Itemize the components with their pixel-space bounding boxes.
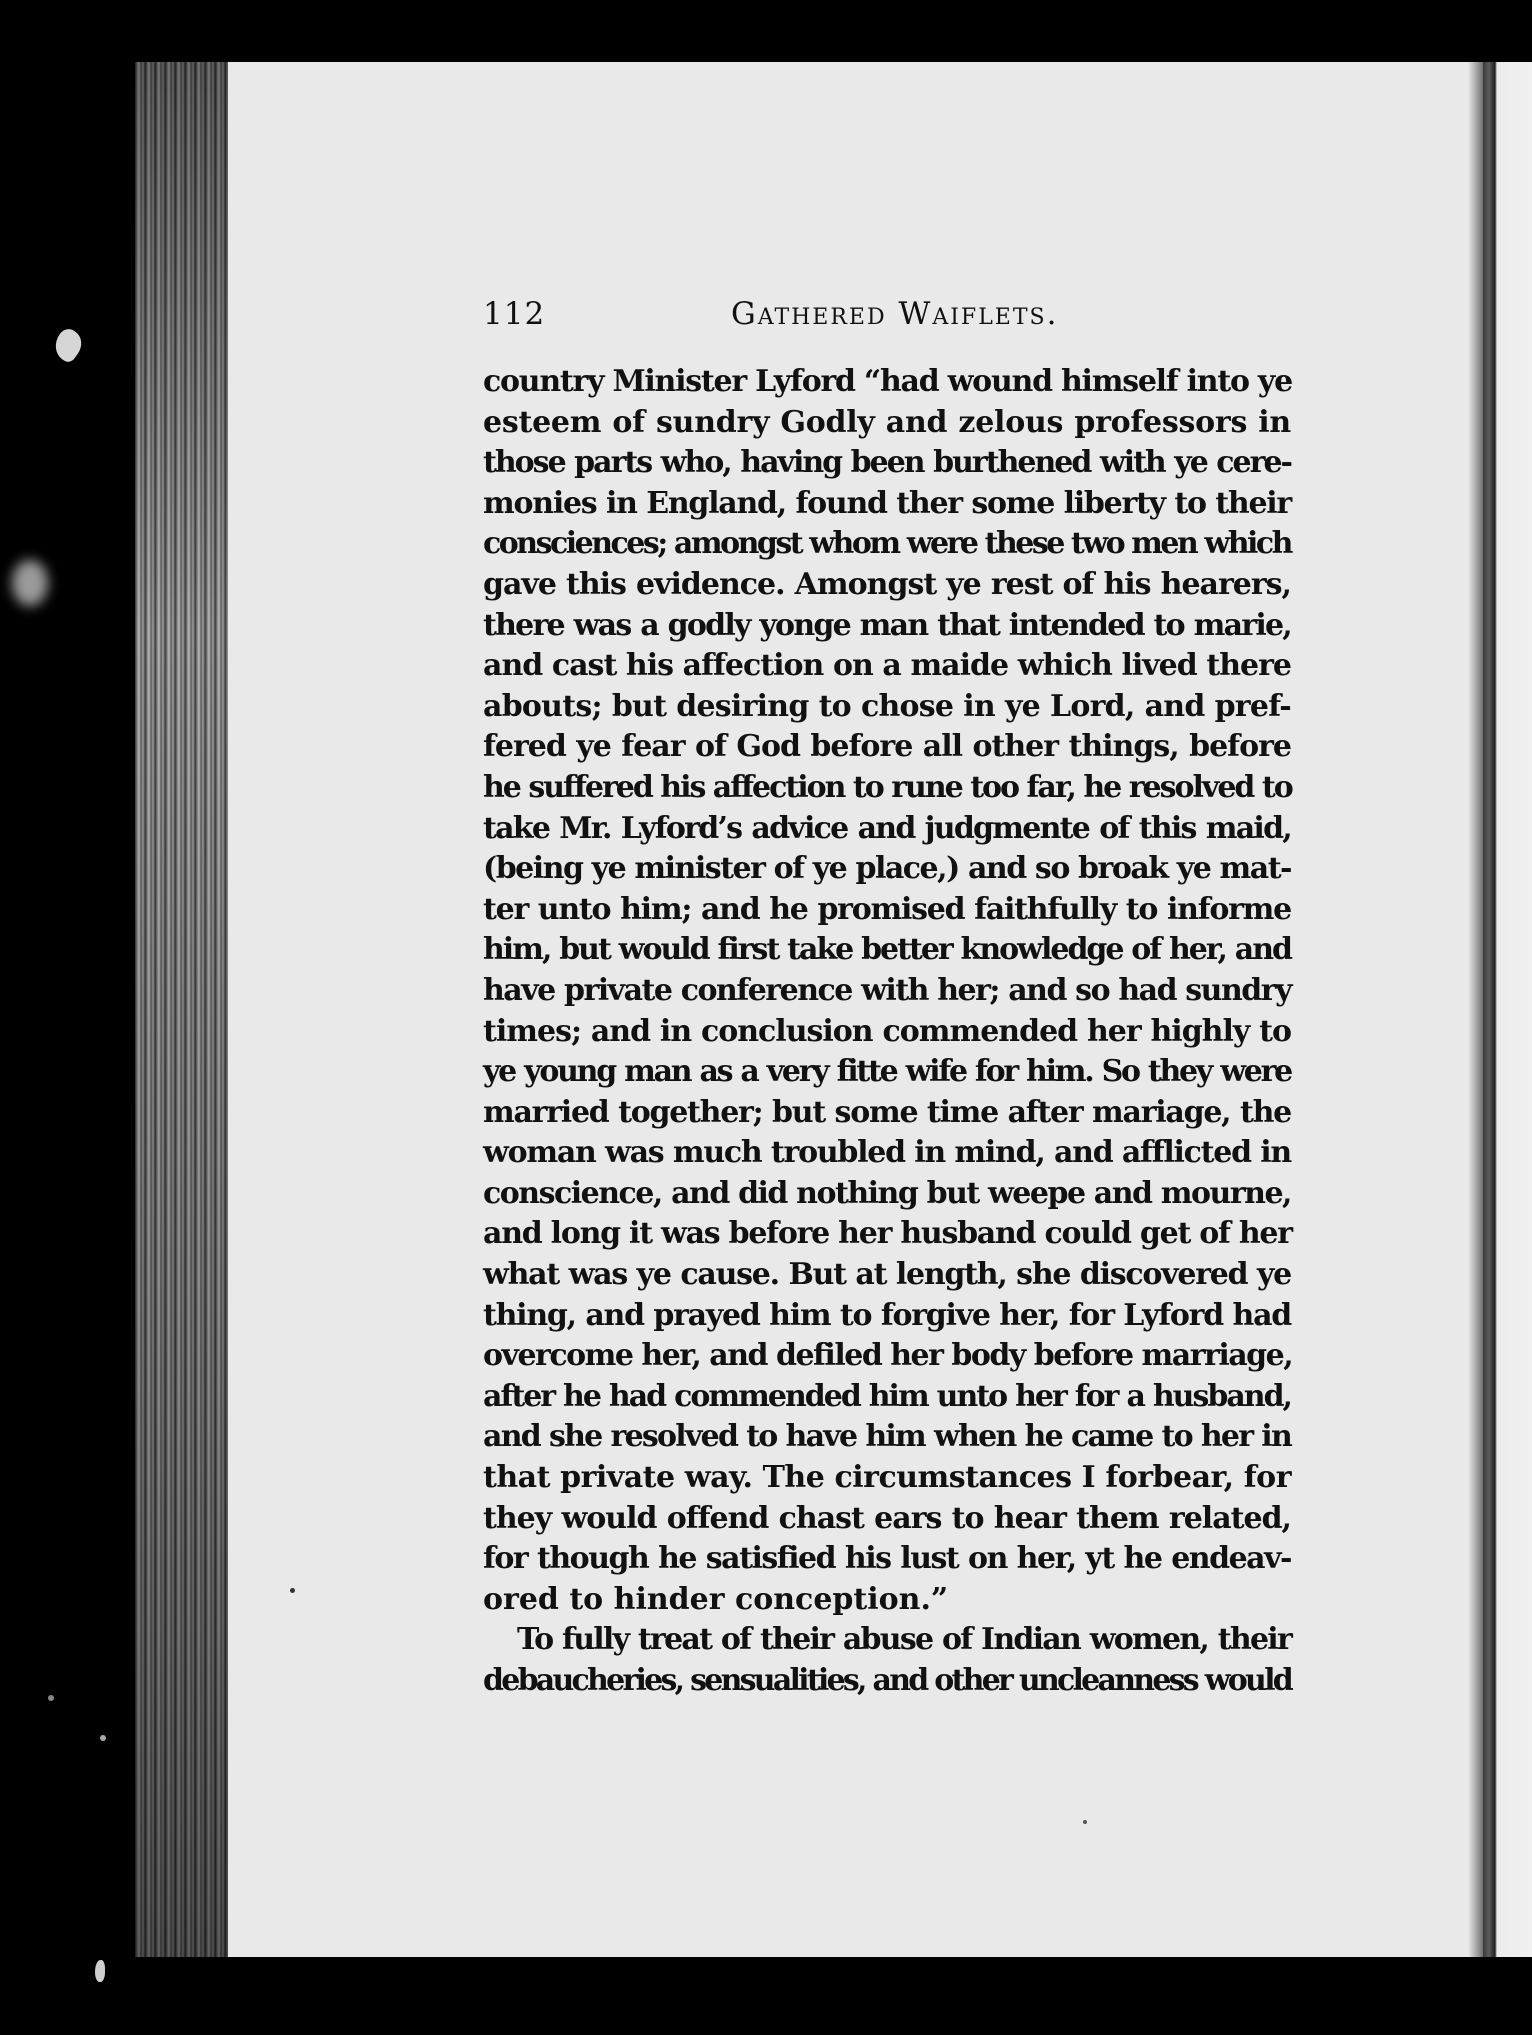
text-line: ye young man as a very fitte wife for him. So they were bbox=[483, 1054, 1291, 1090]
scan-speck bbox=[1083, 1820, 1087, 1824]
text-line: that private way. The circumstances I forbear, for bbox=[483, 1460, 1291, 1496]
text-line: those parts who, having been burthened with ye cere- bbox=[483, 445, 1291, 481]
page-edges-shading bbox=[135, 62, 230, 1957]
text-line: and long it was before her husband could get of her bbox=[483, 1216, 1292, 1252]
text-line: married together; but some time after mariage, the bbox=[483, 1094, 1291, 1130]
text-line: and cast his affection on a maide which lived there bbox=[483, 648, 1291, 684]
page-number: 112 bbox=[483, 296, 546, 332]
text-line: him, but would first take better knowledge of her, and bbox=[483, 932, 1291, 968]
scan-speck bbox=[48, 1695, 54, 1701]
text-line: times; and in conclusion commended her highly to bbox=[483, 1013, 1291, 1049]
text-line: ored to hinder conception.” bbox=[483, 1581, 949, 1617]
scan-speck bbox=[95, 1960, 105, 1982]
scan-speck bbox=[290, 1588, 295, 1593]
text-line: esteem of sundry Godly and zelous professors in bbox=[483, 404, 1291, 440]
text-line: woman was much troubled in mind, and afflicted in bbox=[483, 1135, 1291, 1171]
text-line: have private conference with her; and so had sundry bbox=[483, 972, 1291, 1008]
text-line: take Mr. Lyford’s advice and judgmente of this maid, bbox=[483, 810, 1291, 846]
text-line: fered ye fear of God before all other things, before bbox=[483, 729, 1291, 765]
text-line: monies in England, found ther some liberty to their bbox=[483, 485, 1291, 521]
text-line: country Minister Lyford “had wound himself into ye bbox=[483, 364, 1292, 399]
next-page-edge bbox=[1483, 62, 1532, 1957]
text-line: (being ye minister of ye place,) and so broak ye mat- bbox=[483, 851, 1291, 887]
scan-speck bbox=[100, 1735, 106, 1741]
text-line: he suffered his affection to rune too far, he resolved to bbox=[483, 769, 1292, 805]
text-line: To fully treat of their abuse of Indian women, their bbox=[517, 1622, 1291, 1658]
text-line: thing, and prayed him to forgive her, for Lyford had bbox=[483, 1297, 1291, 1333]
text-line: they would offend chast ears to hear them related, bbox=[483, 1500, 1291, 1536]
text-line: overcome her, and defiled her body before marriage, bbox=[483, 1338, 1293, 1374]
text-line: ter unto him; and he promised faithfully to informe bbox=[483, 891, 1291, 927]
running-title: Gathered Waiflets. bbox=[731, 296, 1059, 332]
text-line: abouts; but desiring to chose in ye Lord, and pref- bbox=[483, 688, 1291, 724]
text-line: what was ye cause. But at length, she discovered ye bbox=[483, 1257, 1291, 1293]
text-line: consciences; amongst whom were these two men which bbox=[483, 526, 1291, 562]
scan-speck bbox=[49, 325, 88, 364]
scan-smudge bbox=[12, 560, 48, 606]
gutter-shadow bbox=[1468, 62, 1484, 1957]
text-line: there was a godly yonge man that intended to marie, bbox=[483, 607, 1291, 643]
text-line: debaucheries, sensualities, and other uncleanness would bbox=[483, 1663, 1291, 1698]
text-line: for though he satisfied his lust on her, yt he endeav- bbox=[483, 1541, 1291, 1577]
running-head bbox=[483, 296, 1293, 346]
body-text bbox=[483, 362, 1291, 1702]
text-line: conscience, and did nothing but weepe and mourne, bbox=[483, 1175, 1291, 1211]
text-line: after he had commended him unto her for a husband, bbox=[483, 1378, 1291, 1414]
text-line: and she resolved to have him when he came to her in bbox=[483, 1419, 1291, 1455]
text-line: gave this evidence. Amongst ye rest of his hearers, bbox=[483, 566, 1291, 602]
